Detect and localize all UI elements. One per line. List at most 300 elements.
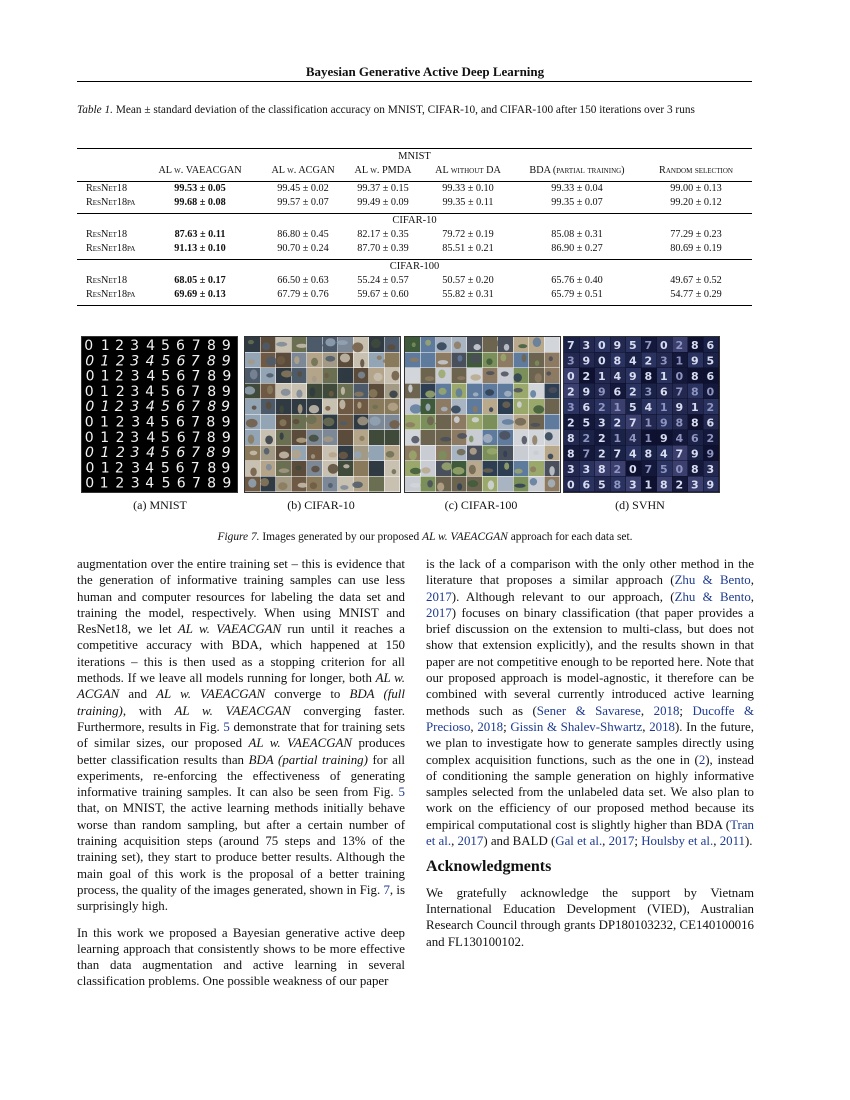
svg-text:1: 1	[691, 401, 699, 414]
svg-text:6: 6	[176, 383, 186, 400]
figure-caption-post: approach for each data set.	[510, 531, 633, 543]
svg-text:9: 9	[582, 385, 591, 399]
cifar100-image	[405, 337, 560, 492]
svg-text:9: 9	[221, 383, 231, 400]
svg-text:3: 3	[691, 478, 699, 492]
svg-text:1: 1	[99, 414, 109, 431]
text-run: ;	[634, 834, 639, 849]
svg-text:8: 8	[644, 447, 653, 461]
table-cell: 55.24 ± 0.57	[357, 275, 409, 286]
cifar100-panel	[404, 336, 561, 493]
left-column	[77, 556, 405, 990]
text-run: produces better classification results than	[77, 736, 405, 767]
col-header-bda: BDA (partial training)	[529, 165, 625, 176]
text-run: ;	[503, 719, 507, 734]
col-header-acgan: AL w. ACGAN	[271, 165, 335, 176]
svg-text:7: 7	[191, 338, 201, 354]
svg-text:2: 2	[706, 432, 715, 445]
table-cell: 79.72 ± 0.19	[442, 229, 494, 240]
citation-link[interactable]: Zhu & Bento	[674, 573, 751, 588]
svg-text:5: 5	[160, 383, 170, 400]
table-row	[77, 274, 752, 288]
svg-text:2: 2	[582, 432, 591, 445]
figure-7-link[interactable]: 7	[383, 882, 390, 897]
table-cell: 80.69 ± 0.19	[670, 243, 722, 254]
svg-text:2: 2	[644, 354, 653, 368]
svg-text:9: 9	[660, 432, 668, 445]
svg-text:9: 9	[221, 399, 231, 416]
table-cell: 99.57 ± 0.07	[277, 197, 329, 208]
svg-text:9: 9	[691, 354, 699, 368]
equation-link[interactable]: 2	[698, 752, 706, 767]
table-section-label: CIFAR-10	[392, 215, 437, 226]
table-section-label: CIFAR-100	[389, 261, 440, 272]
text-run: for all experiments, re-enforcing the effectiveness of generating informative training samples. It can also be seen from Fig.	[77, 752, 405, 800]
model-name: ResNet18	[86, 183, 128, 194]
svg-text:6: 6	[175, 460, 185, 477]
svg-text:4: 4	[146, 445, 156, 462]
right-paragraph-1	[426, 556, 754, 849]
svg-text:2: 2	[598, 447, 606, 461]
svg-text:2: 2	[598, 432, 606, 445]
figure-7	[77, 336, 752, 512]
table-caption-label: Table 1.	[77, 104, 113, 116]
svg-text:2: 2	[116, 445, 125, 462]
acknowledgments-heading: Acknowledgments	[426, 858, 552, 876]
citation-link[interactable]: Houlsby et al.	[641, 834, 714, 849]
svg-text:8: 8	[613, 478, 622, 492]
header-rule	[77, 81, 752, 82]
svg-text:8: 8	[207, 399, 217, 416]
model-name: ResNet18pa	[86, 243, 136, 254]
svg-text:0: 0	[706, 385, 715, 399]
table-cell: 87.70 ± 0.39	[357, 243, 409, 254]
text-run: converge to	[274, 687, 341, 702]
text-run: ,	[642, 719, 646, 734]
table-cell: 54.77 ± 0.29	[670, 289, 722, 300]
table-cell: 65.76 ± 0.40	[551, 275, 603, 286]
svg-text:9: 9	[629, 370, 637, 383]
citation-link[interactable]: 2018	[649, 719, 675, 734]
svg-text:4: 4	[146, 368, 156, 385]
text-run: run until it reaches a competitive accuracy with BDA, which happened at 150 iterations – this is then used as a stopping criterion for all methods. If we leave all models running for longer, both	[77, 622, 405, 686]
table-group-label: MNIST	[398, 151, 431, 162]
svg-text:6: 6	[176, 475, 186, 492]
svg-text:5: 5	[160, 460, 170, 477]
svg-text:8: 8	[644, 370, 653, 383]
method-name: BDA (partial training)	[248, 752, 368, 767]
table-cell: 99.20 ± 0.12	[670, 197, 722, 208]
svg-text:8: 8	[207, 460, 217, 477]
svg-text:2: 2	[675, 339, 684, 352]
svg-text:9: 9	[598, 385, 606, 399]
text-run: ,	[470, 719, 474, 734]
svg-text:2: 2	[115, 429, 125, 446]
table-cell: 49.67 ± 0.52	[670, 275, 722, 286]
text-run: , with	[122, 703, 162, 718]
svg-text:2: 2	[115, 353, 125, 370]
citation-link[interactable]: 2017	[608, 834, 635, 849]
svg-text:7: 7	[190, 399, 200, 416]
svg-text:1: 1	[100, 353, 110, 370]
svg-text:0: 0	[598, 339, 606, 352]
svg-text:6: 6	[582, 478, 591, 492]
subcaption-mnist: (a) MNIST	[133, 498, 187, 512]
svg-text:7: 7	[191, 414, 200, 431]
svg-text:3: 3	[130, 338, 140, 354]
svg-text:5: 5	[161, 475, 171, 492]
svg-text:9: 9	[221, 414, 231, 431]
svg-text:1: 1	[100, 445, 110, 462]
svg-text:0: 0	[85, 460, 95, 477]
svg-text:4: 4	[145, 383, 155, 400]
svg-text:7: 7	[644, 339, 653, 352]
svg-text:5: 5	[660, 463, 668, 476]
svg-text:8: 8	[206, 414, 216, 431]
svg-text:3: 3	[582, 339, 591, 352]
svg-text:2: 2	[613, 416, 622, 430]
table-cell: 50.57 ± 0.20	[442, 275, 494, 286]
svg-text:2: 2	[675, 478, 684, 492]
citation-link[interactable]: Zhu & Bento	[674, 589, 751, 604]
acknowledgments-text: We gratefully acknowledge the support by Vietnam International Education Development (VIED), Australian Research Council through grants DP180103232, CE140100016 and FL130100102.	[426, 885, 754, 949]
method-name: BDA (full training)	[77, 687, 405, 718]
svg-text:8: 8	[675, 416, 684, 430]
model-name: ResNet18	[86, 229, 128, 240]
svg-text:7: 7	[675, 447, 684, 461]
col-header-pmda: AL w. PMDA	[354, 165, 412, 176]
svg-text:1: 1	[660, 401, 668, 414]
figure-caption-method: AL w. VAEACGAN	[422, 531, 508, 543]
table-cell: 86.90 ± 0.27	[551, 243, 603, 254]
citation-link[interactable]: 2017	[426, 589, 452, 604]
svg-text:6: 6	[706, 416, 715, 430]
table-top-rule	[77, 148, 752, 149]
table-rule	[77, 305, 752, 306]
svg-text:0: 0	[85, 353, 95, 370]
text-run: ). Although relevant to our approach, (	[451, 589, 675, 604]
svg-text:2: 2	[115, 338, 125, 354]
running-head: Bayesian Generative Active Deep Learning	[305, 64, 545, 79]
citation-link[interactable]: Ducoffe & Precioso	[426, 703, 754, 734]
svg-text:8: 8	[207, 475, 217, 492]
text-run: ,	[640, 703, 645, 718]
svg-text:0: 0	[85, 399, 95, 416]
method-name: AL w. ACGAN	[77, 671, 405, 702]
svg-text:5: 5	[160, 445, 170, 462]
svg-text:2: 2	[114, 399, 124, 416]
svg-text:2: 2	[629, 385, 637, 399]
text-run: ,	[451, 834, 455, 849]
svg-text:6: 6	[706, 370, 715, 383]
svg-text:1: 1	[100, 399, 110, 416]
table-header-row	[77, 164, 752, 178]
table-cell: 67.79 ± 0.76	[277, 289, 329, 300]
svhn-image	[564, 337, 719, 492]
figure-caption-pre: Images generated by our proposed	[262, 531, 420, 543]
svg-text:7: 7	[613, 447, 622, 461]
table-cell: 82.17 ± 0.35	[357, 229, 409, 240]
svg-text:1: 1	[598, 370, 606, 383]
table-cell: 99.49 ± 0.09	[357, 197, 409, 208]
svg-text:0: 0	[85, 445, 94, 462]
text-run: demonstrate that for training sets of similar sizes, our proposed	[77, 719, 405, 751]
svg-text:6: 6	[660, 385, 668, 399]
text-run: ), instead of conditioning the sample generation on highly informative samples selected from the unlabeled data set. We also plan to work on the efficiency of our proposed method because its empirical computational cost is slightly higher than BDA (	[426, 752, 754, 832]
svg-text:2: 2	[114, 460, 124, 477]
table-cell: 99.68 ± 0.08	[174, 197, 226, 208]
svg-text:7: 7	[582, 447, 591, 461]
svg-text:4: 4	[146, 429, 156, 446]
svg-text:8: 8	[691, 370, 699, 383]
table-row	[77, 288, 752, 302]
svg-text:6: 6	[176, 353, 186, 370]
svg-text:2: 2	[582, 370, 591, 383]
col-header-vaeacgan: AL w. VAEACGAN	[158, 165, 242, 176]
svg-text:4: 4	[145, 475, 155, 492]
svg-text:5: 5	[160, 414, 170, 431]
svg-text:5: 5	[161, 399, 170, 416]
table-cell: 55.82 ± 0.31	[442, 289, 494, 300]
table-cell: 87.63 ± 0.11	[174, 229, 226, 240]
svg-text:4: 4	[146, 338, 156, 354]
mnist-image	[82, 337, 237, 492]
table-cell: 99.45 ± 0.02	[277, 183, 329, 194]
svg-text:6: 6	[176, 399, 186, 416]
svg-text:3: 3	[706, 463, 715, 476]
mnist-panel	[81, 336, 238, 493]
svg-text:0: 0	[84, 338, 94, 354]
model-name: ResNet18	[86, 275, 128, 286]
svg-text:0: 0	[567, 478, 575, 492]
table-cell: 99.35 ± 0.11	[442, 197, 494, 208]
table-cell: 99.33 ± 0.04	[551, 183, 603, 194]
svg-text:4: 4	[145, 399, 155, 416]
citation-link[interactable]: Sener & Savarese	[536, 703, 641, 718]
svg-text:4: 4	[629, 354, 637, 368]
figure-caption-label: Figure 7.	[217, 531, 260, 543]
table-cell: 77.29 ± 0.23	[670, 229, 722, 240]
table-cell: 90.70 ± 0.24	[277, 243, 329, 254]
svg-text:0: 0	[84, 414, 94, 431]
text-run: that, on MNIST, the active learning methods initially behave worse than random sampling, but after a certain number of training acquisition steps (around 75 steps and 13% of the training set), they start to produce better results. Although the main goal of this work is the proposal of a better training process, the quality of the images generated, shown in Fig.	[77, 801, 405, 897]
svg-text:9: 9	[706, 447, 715, 461]
text-run: is the lack of a comparison with the only other method in the literature that proposes a similar approach (	[426, 557, 754, 588]
svg-text:8: 8	[598, 463, 606, 476]
svg-text:2: 2	[613, 463, 622, 476]
svg-text:8: 8	[691, 416, 699, 430]
text-run: ,	[713, 834, 717, 849]
svg-text:7: 7	[629, 416, 637, 430]
citation-link[interactable]: 2018	[477, 719, 504, 734]
svg-text:4: 4	[660, 447, 668, 461]
svg-text:3: 3	[130, 429, 140, 446]
svg-text:8: 8	[206, 445, 216, 462]
svg-text:3: 3	[130, 445, 140, 462]
text-run: ;	[679, 703, 683, 718]
text-run: , is surprisingly high.	[77, 882, 405, 914]
svg-text:6: 6	[706, 339, 715, 352]
svg-text:5: 5	[160, 429, 170, 446]
svg-text:7: 7	[191, 445, 201, 462]
citation-link[interactable]: Gal et al.	[555, 834, 603, 849]
right-column	[426, 556, 754, 950]
svg-text:5: 5	[161, 338, 170, 354]
method-name: AL w. VAEACGAN	[177, 622, 282, 637]
svg-text:3: 3	[130, 475, 140, 492]
svg-text:9: 9	[221, 445, 231, 462]
svg-text:4: 4	[145, 460, 155, 477]
svg-text:8: 8	[660, 478, 668, 492]
svg-text:6: 6	[176, 414, 185, 431]
svg-text:8: 8	[206, 338, 216, 354]
svg-text:9: 9	[222, 368, 232, 385]
svg-text:7: 7	[191, 368, 201, 385]
svg-text:8: 8	[206, 429, 216, 446]
table-cell: 91.13 ± 0.10	[174, 243, 226, 254]
svg-text:7: 7	[191, 383, 201, 400]
table-cell: 86.80 ± 0.45	[277, 229, 329, 240]
text-run: ) and BALD (	[483, 834, 556, 849]
svg-text:3: 3	[130, 383, 140, 400]
figure-caption	[0, 531, 850, 543]
svg-text:1: 1	[99, 475, 109, 492]
citation-link[interactable]: Tran et al.	[426, 817, 754, 849]
svg-text:8: 8	[206, 353, 216, 370]
table-cell: 65.79 ± 0.51	[551, 289, 603, 300]
table-row	[77, 228, 752, 242]
text-run: ) focuses on binary classification (that paper provides a brief discussion on the extension to multi-class, but does not show that extension explicitly), and the results shown in that paper are not competitive enough to be reported here. Note that our proposed approach is model-agnostic, it therefore can be combined with several currently introduced active learning methods such as (	[426, 605, 754, 718]
svg-text:3: 3	[130, 353, 140, 370]
svg-text:5: 5	[582, 416, 591, 430]
table-cell: 99.00 ± 0.13	[670, 183, 722, 194]
svg-text:8: 8	[207, 383, 217, 400]
col-header-without-da: AL without DA	[435, 165, 501, 176]
subcaption-svhn: (d) SVHN	[615, 498, 665, 512]
svg-text:2: 2	[567, 385, 575, 399]
svg-text:5: 5	[161, 353, 171, 370]
text-run: ,	[602, 834, 606, 849]
svg-text:0: 0	[85, 368, 95, 385]
text-run: augmentation over the entire training set – this is evidence that the generation of informative training samples can use less human and computer resources for labeling the data set and training the model, respectively. When using MNIST and ResNet18, we let	[77, 557, 405, 637]
citation-link[interactable]: 2018	[653, 703, 680, 718]
svg-text:7: 7	[191, 429, 201, 446]
svg-text:9: 9	[221, 338, 231, 354]
svg-text:0: 0	[84, 383, 94, 400]
svg-text:2: 2	[115, 414, 125, 431]
figure-5-link[interactable]: 5	[398, 785, 405, 800]
svg-text:6: 6	[176, 368, 186, 385]
svg-text:6: 6	[175, 338, 185, 354]
cifar10-panel	[244, 336, 401, 493]
svg-text:0: 0	[598, 354, 606, 368]
svg-text:4: 4	[613, 370, 622, 383]
citation-link[interactable]: 2017	[426, 605, 452, 620]
svg-text:2: 2	[115, 475, 125, 492]
svg-text:9: 9	[221, 460, 231, 477]
subcaption-cifar10: (b) CIFAR-10	[287, 498, 355, 512]
text-run: and	[128, 687, 148, 702]
table-cell: 59.67 ± 0.60	[357, 289, 409, 300]
svg-text:0: 0	[567, 370, 575, 383]
method-name: AL w. VAEACGAN	[156, 687, 266, 702]
svg-text:8: 8	[567, 447, 575, 461]
svg-text:3: 3	[582, 463, 591, 476]
text-run: converging faster. Furthermore, results in Fig.	[77, 703, 405, 734]
svg-text:9: 9	[582, 354, 591, 368]
cifar10-image	[245, 337, 400, 492]
svhn-panel	[563, 336, 720, 493]
col-header-random: Random selection	[659, 165, 733, 176]
svg-text:6: 6	[691, 432, 699, 445]
table-cell: 99.37 ± 0.15	[357, 183, 409, 194]
svg-text:5: 5	[598, 478, 606, 492]
svg-text:7: 7	[190, 353, 200, 370]
svg-text:6: 6	[176, 429, 186, 446]
citation-link[interactable]: Gissin & Shalev-Shwartz	[510, 719, 643, 734]
svg-text:4: 4	[629, 447, 637, 461]
svg-text:5: 5	[629, 339, 637, 352]
svg-text:1: 1	[675, 354, 684, 368]
svg-text:9: 9	[222, 475, 232, 492]
svg-text:5: 5	[706, 354, 715, 368]
svg-text:8: 8	[691, 385, 699, 399]
svg-text:8: 8	[613, 354, 622, 368]
svg-text:6: 6	[613, 385, 622, 399]
svg-text:9: 9	[706, 478, 715, 492]
results-table	[77, 148, 752, 306]
text-run: ).	[745, 834, 753, 849]
svg-text:7: 7	[191, 475, 201, 492]
svg-text:5: 5	[161, 368, 171, 385]
svg-text:3: 3	[567, 463, 575, 476]
svg-text:7: 7	[675, 385, 684, 399]
svg-text:6: 6	[176, 445, 186, 462]
svg-text:0: 0	[660, 339, 668, 352]
svg-text:3: 3	[644, 385, 653, 399]
svg-text:9: 9	[221, 353, 231, 370]
svg-text:0: 0	[675, 463, 684, 476]
svg-text:0: 0	[629, 463, 637, 476]
svg-text:9: 9	[660, 416, 668, 430]
method-name: AL w. VAEACGAN	[248, 736, 352, 751]
svg-text:8: 8	[207, 368, 217, 385]
svg-text:7: 7	[644, 463, 653, 476]
table-caption-text: Mean ± standard deviation of the classification accuracy on MNIST, CIFAR-10, and CIFAR-100 after 150 iterations over 3 runs	[115, 104, 695, 116]
svg-text:4: 4	[675, 432, 684, 445]
table-cell: 99.53 ± 0.05	[174, 183, 226, 194]
svg-text:2: 2	[567, 416, 575, 430]
svg-text:4: 4	[145, 353, 155, 370]
table-cell: 99.33 ± 0.10	[442, 183, 494, 194]
figure-5-link[interactable]: 5	[223, 719, 230, 734]
table-cell: 68.05 ± 0.17	[174, 275, 226, 286]
svg-text:1: 1	[613, 432, 622, 445]
citation-link[interactable]: 2017	[457, 834, 484, 849]
svg-text:2: 2	[706, 401, 715, 414]
table-cell: 85.51 ± 0.21	[442, 243, 494, 254]
svg-text:1: 1	[644, 478, 653, 492]
text-run: ,	[750, 589, 754, 604]
citation-link[interactable]: 2011	[719, 834, 745, 849]
table-caption	[77, 104, 767, 116]
table-cell: 85.08 ± 0.31	[551, 229, 603, 240]
svg-text:3: 3	[660, 354, 668, 368]
method-name: AL w. VAEACGAN	[174, 703, 291, 718]
svg-text:2: 2	[114, 368, 124, 385]
svg-text:1: 1	[644, 432, 653, 445]
svg-text:7: 7	[190, 460, 200, 477]
